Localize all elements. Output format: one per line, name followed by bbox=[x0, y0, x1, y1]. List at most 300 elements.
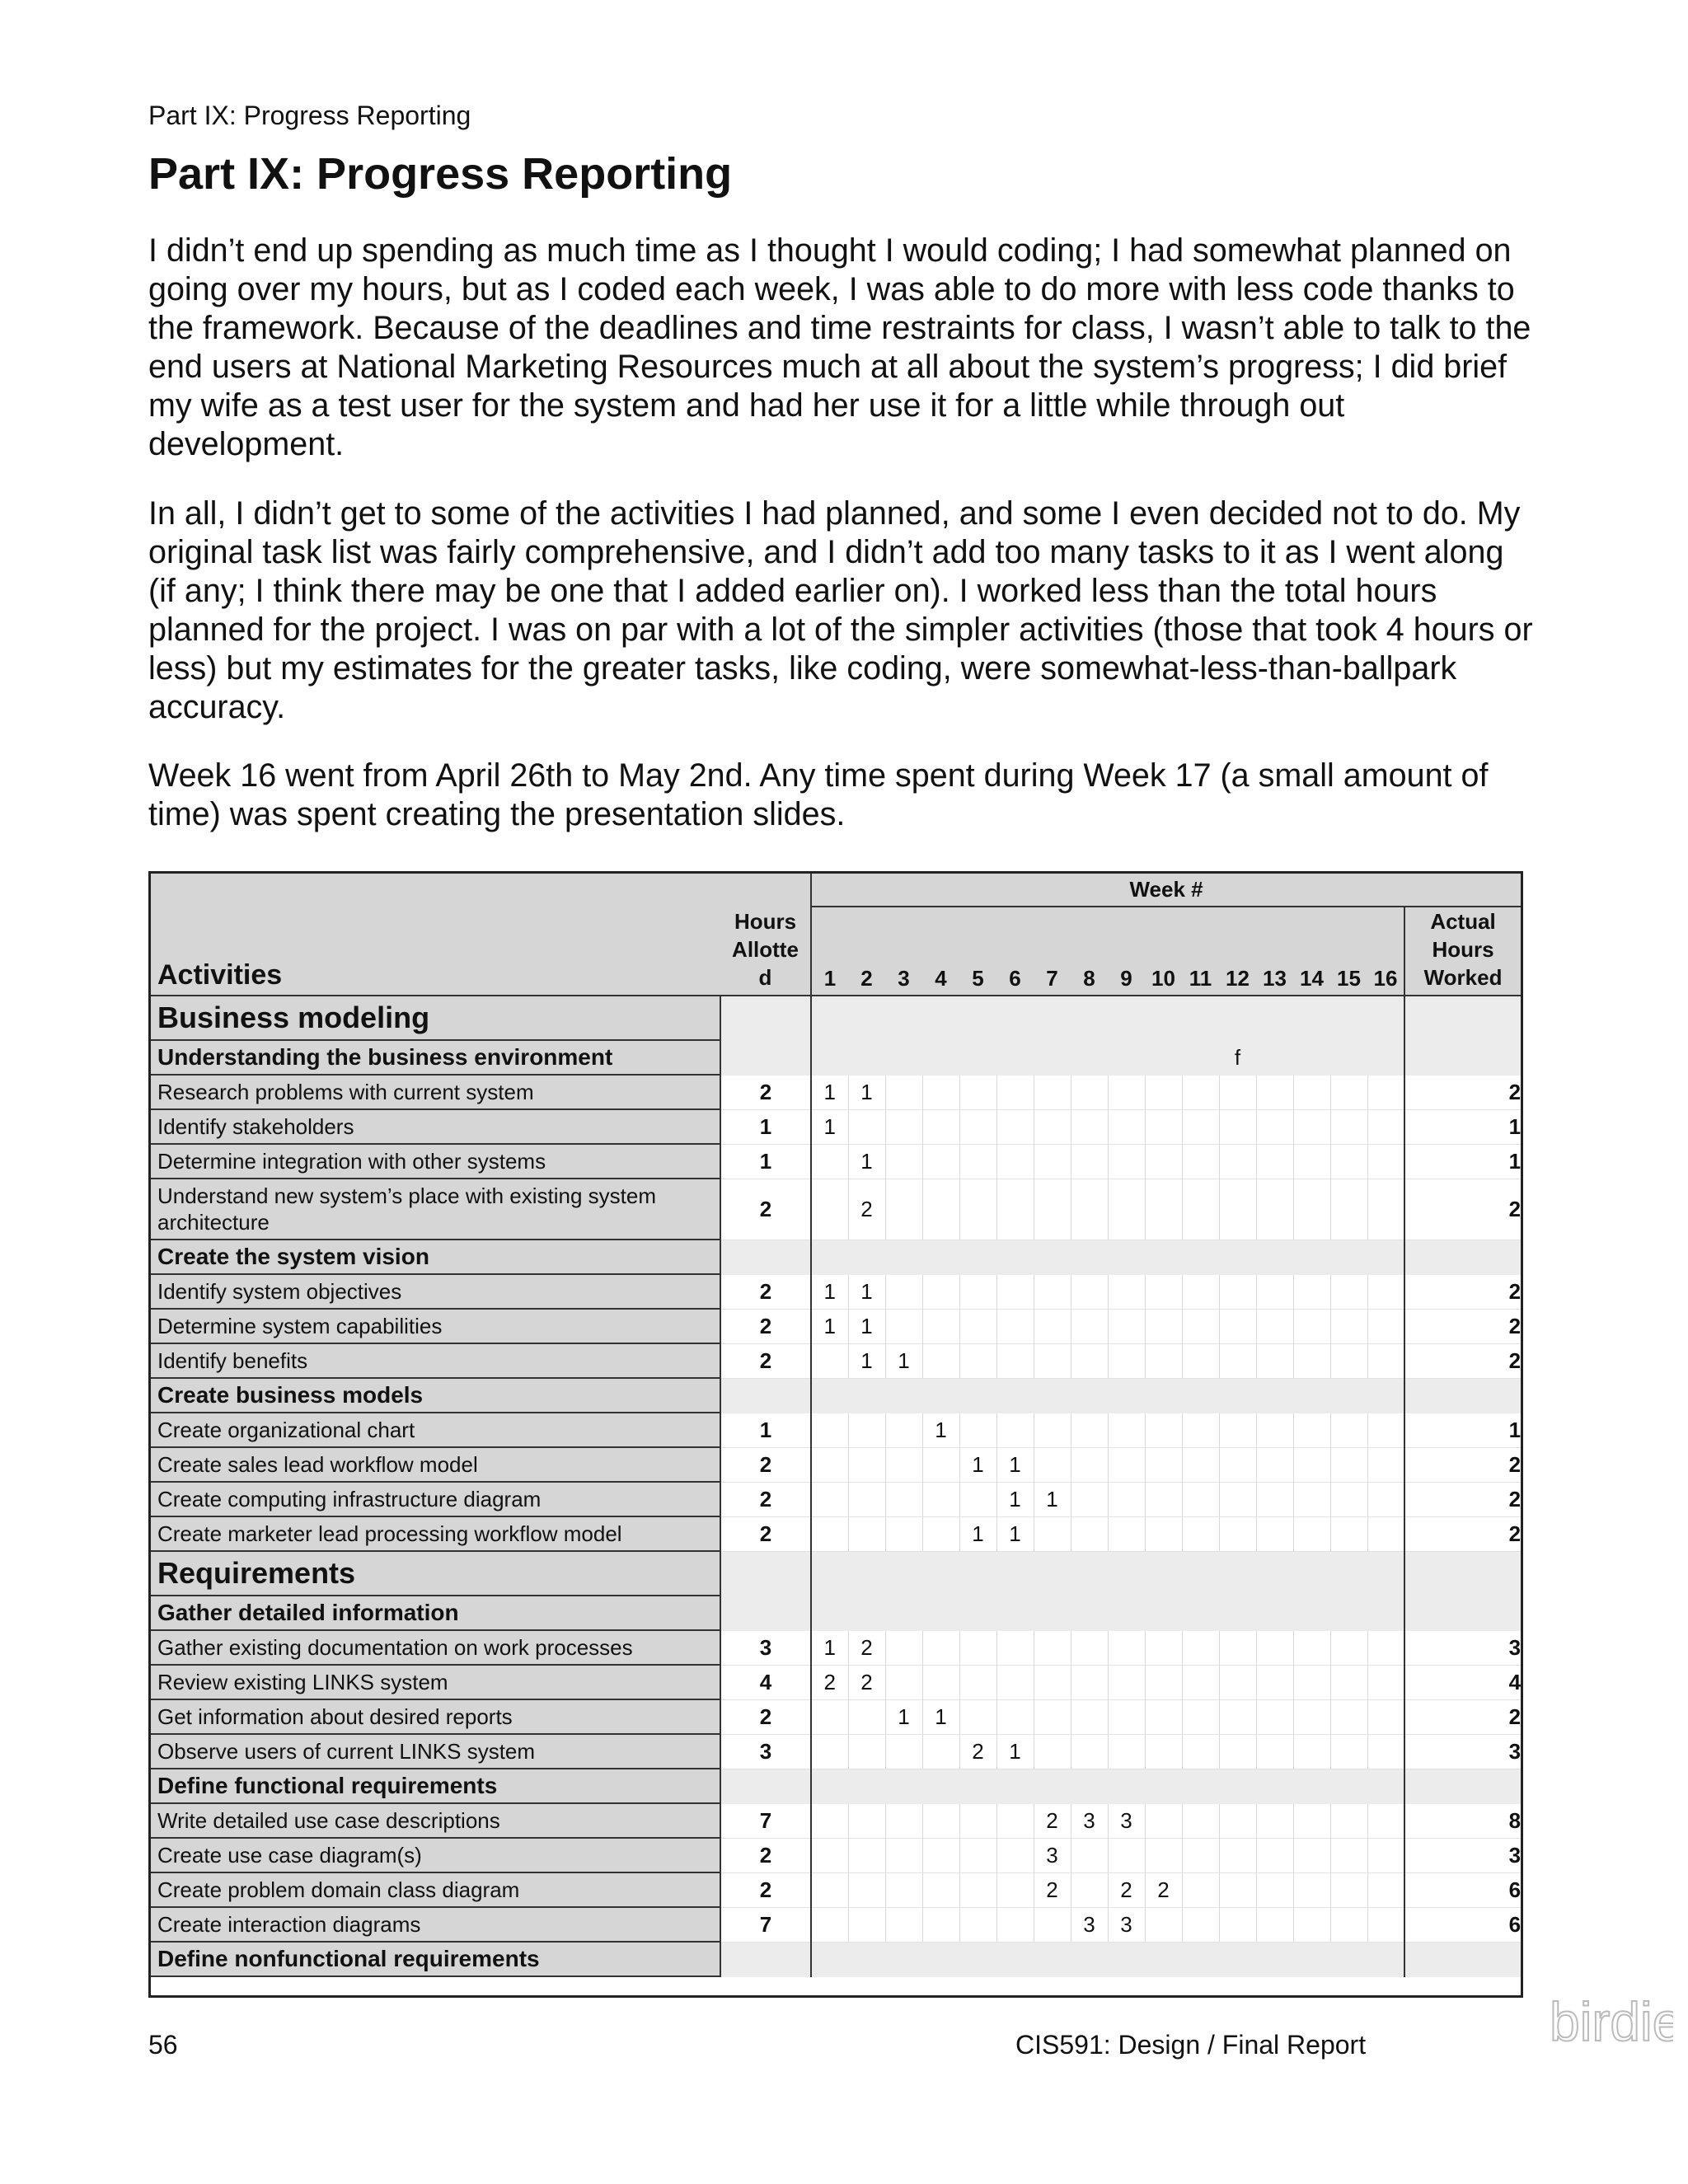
week-12-hours bbox=[1219, 1378, 1256, 1413]
category-name: Business modeling bbox=[151, 996, 720, 1040]
week-12-hours bbox=[1219, 1075, 1256, 1109]
actual-hours-worked: 3 bbox=[1404, 1838, 1521, 1872]
activity-name: Understand new system’s place with existing system architecture bbox=[151, 1179, 720, 1240]
header-hours-allotted bbox=[720, 874, 811, 996]
activity-name: Determine integration with other systems bbox=[151, 1144, 720, 1179]
week-8-hours bbox=[1071, 1144, 1108, 1179]
table-row bbox=[151, 1872, 1521, 1907]
week-2-hours bbox=[848, 1240, 885, 1274]
week-9-hours bbox=[1108, 1240, 1145, 1274]
week-3-hours bbox=[885, 1551, 922, 1596]
activity-name: Identify benefits bbox=[151, 1343, 720, 1378]
birdie-logo bbox=[1550, 1993, 1673, 2055]
logo-wordmark: birdie bbox=[1550, 1993, 1673, 2050]
week-2-hours bbox=[848, 1907, 885, 1942]
running-header: Part IX: Progress Reporting bbox=[148, 101, 471, 130]
week-6-hours bbox=[996, 1942, 1034, 1976]
week-11-hours bbox=[1182, 1447, 1219, 1482]
week-5-hours bbox=[959, 1274, 996, 1309]
week-4-hours bbox=[922, 1734, 959, 1769]
week-11-hours bbox=[1182, 1413, 1219, 1447]
category-row bbox=[151, 1551, 1521, 1596]
page-title: Part IX: Progress Reporting bbox=[148, 149, 733, 199]
subcategory-row bbox=[151, 1240, 1521, 1274]
week-15-hours bbox=[1330, 1734, 1367, 1769]
week-9-hours bbox=[1108, 1516, 1145, 1551]
week-2-hours bbox=[848, 1447, 885, 1482]
week-13-hours bbox=[1256, 1665, 1293, 1699]
week-7-hours: 2 bbox=[1034, 1872, 1071, 1907]
subcategory-row bbox=[151, 1769, 1521, 1803]
week-9-hours: 3 bbox=[1108, 1907, 1145, 1942]
week-15-hours bbox=[1330, 1075, 1367, 1109]
week-1-hours bbox=[811, 1907, 848, 1942]
week-8-hours bbox=[1071, 1838, 1108, 1872]
week-6-hours bbox=[996, 1309, 1034, 1343]
week-4-hours bbox=[922, 1274, 959, 1309]
week-3-hours bbox=[885, 1872, 922, 1907]
week-4-hours bbox=[922, 1040, 959, 1075]
week-11-hours bbox=[1182, 1240, 1219, 1274]
week-13-hours bbox=[1256, 1144, 1293, 1179]
week-5-hours bbox=[959, 1482, 996, 1516]
week-15-hours bbox=[1330, 1942, 1367, 1976]
week-15-hours bbox=[1330, 1413, 1367, 1447]
actual-hours-worked: 1 bbox=[1404, 1413, 1521, 1447]
week-12-hours bbox=[1219, 1109, 1256, 1144]
week-11-hours bbox=[1182, 1179, 1219, 1240]
week-12-hours bbox=[1219, 1699, 1256, 1734]
week-16-hours bbox=[1367, 1240, 1404, 1274]
week-8-hours bbox=[1071, 1240, 1108, 1274]
week-8-hours bbox=[1071, 1413, 1108, 1447]
activity-name: Create sales lead workflow model bbox=[151, 1447, 720, 1482]
week-number-4: 4 bbox=[922, 907, 959, 996]
week-12-hours bbox=[1219, 1838, 1256, 1872]
header-actual-line-3: Worked bbox=[1423, 965, 1503, 990]
week-9-hours bbox=[1108, 1447, 1145, 1482]
hours-allotted: 3 bbox=[720, 1630, 811, 1665]
actual-hours-worked bbox=[1404, 996, 1521, 1040]
week-5-hours bbox=[959, 1551, 996, 1596]
week-16-hours bbox=[1367, 1734, 1404, 1769]
actual-hours-worked: 3 bbox=[1404, 1734, 1521, 1769]
week-3-hours bbox=[885, 1734, 922, 1769]
week-5-hours bbox=[959, 1838, 996, 1872]
actual-hours-worked: 2 bbox=[1404, 1516, 1521, 1551]
week-10-hours bbox=[1145, 996, 1182, 1040]
table-row bbox=[151, 1179, 1521, 1240]
week-12-hours bbox=[1219, 1309, 1256, 1343]
activity-name: Identify system objectives bbox=[151, 1274, 720, 1309]
week-4-hours bbox=[922, 1482, 959, 1516]
week-5-hours bbox=[959, 1040, 996, 1075]
week-7-hours bbox=[1034, 1447, 1071, 1482]
week-7-hours bbox=[1034, 1665, 1071, 1699]
week-number-16: 16 bbox=[1367, 907, 1404, 996]
week-16-hours bbox=[1367, 1838, 1404, 1872]
week-3-hours bbox=[885, 1040, 922, 1075]
activity-name: Create marketer lead processing workflow model bbox=[151, 1516, 720, 1551]
week-14-hours bbox=[1293, 1109, 1330, 1144]
week-6-hours bbox=[996, 1769, 1034, 1803]
week-3-hours bbox=[885, 1482, 922, 1516]
week-5-hours: 1 bbox=[959, 1447, 996, 1482]
hours-allotted: 2 bbox=[720, 1482, 811, 1516]
actual-hours-worked: 2 bbox=[1404, 1482, 1521, 1516]
week-4-hours bbox=[922, 1075, 959, 1109]
week-8-hours bbox=[1071, 1630, 1108, 1665]
subcategory-name: Create the system vision bbox=[151, 1240, 720, 1274]
week-12-hours bbox=[1219, 1551, 1256, 1596]
hours-allotted bbox=[720, 1551, 811, 1596]
week-5-hours bbox=[959, 1309, 996, 1343]
week-9-hours bbox=[1108, 1378, 1145, 1413]
week-9-hours bbox=[1108, 1734, 1145, 1769]
week-9-hours: 3 bbox=[1108, 1803, 1145, 1838]
week-14-hours bbox=[1293, 1240, 1330, 1274]
week-10-hours bbox=[1145, 1942, 1182, 1976]
week-6-hours: 1 bbox=[996, 1482, 1034, 1516]
week-16-hours bbox=[1367, 1699, 1404, 1734]
week-3-hours bbox=[885, 1309, 922, 1343]
table-row bbox=[151, 1734, 1521, 1769]
week-6-hours bbox=[996, 1343, 1034, 1378]
week-5-hours bbox=[959, 1413, 996, 1447]
week-2-hours bbox=[848, 1413, 885, 1447]
week-2-hours bbox=[848, 1482, 885, 1516]
table-row bbox=[151, 1343, 1521, 1378]
week-2-hours: 2 bbox=[848, 1665, 885, 1699]
week-4-hours bbox=[922, 1179, 959, 1240]
week-14-hours bbox=[1293, 1413, 1330, 1447]
week-12-hours bbox=[1219, 1907, 1256, 1942]
table-row bbox=[151, 1907, 1521, 1942]
schedule-grid bbox=[151, 874, 1521, 1977]
week-13-hours bbox=[1256, 1040, 1293, 1075]
week-3-hours bbox=[885, 1109, 922, 1144]
subcategory-row bbox=[151, 1942, 1521, 1976]
week-8-hours bbox=[1071, 1274, 1108, 1309]
week-1-hours bbox=[811, 1482, 848, 1516]
week-number-8: 8 bbox=[1071, 907, 1108, 996]
week-9-hours bbox=[1108, 1630, 1145, 1665]
week-number-6: 6 bbox=[996, 907, 1034, 996]
week-14-hours bbox=[1293, 1907, 1330, 1942]
week-13-hours bbox=[1256, 1413, 1293, 1447]
actual-hours-worked: 2 bbox=[1404, 1343, 1521, 1378]
week-10-hours bbox=[1145, 1144, 1182, 1179]
week-4-hours bbox=[922, 1872, 959, 1907]
week-6-hours bbox=[996, 1838, 1034, 1872]
week-7-hours bbox=[1034, 1378, 1071, 1413]
week-15-hours bbox=[1330, 1179, 1367, 1240]
hours-allotted: 2 bbox=[720, 1447, 811, 1482]
week-16-hours bbox=[1367, 1630, 1404, 1665]
paragraph-3: Week 16 went from April 26th to May 2nd. Any time spent during Week 17 (a small amount of time) was spent creating the presentation slides. bbox=[148, 757, 1489, 832]
subcategory-name: Define nonfunctional requirements bbox=[151, 1942, 720, 1976]
week-5-hours bbox=[959, 1630, 996, 1665]
schedule-table bbox=[148, 871, 1523, 1998]
week-9-hours bbox=[1108, 1309, 1145, 1343]
week-12-hours bbox=[1219, 1872, 1256, 1907]
week-14-hours bbox=[1293, 1447, 1330, 1482]
week-16-hours bbox=[1367, 1274, 1404, 1309]
week-1-hours bbox=[811, 1179, 848, 1240]
header-hours-line-3: d bbox=[758, 965, 772, 990]
week-8-hours bbox=[1071, 1551, 1108, 1596]
week-15-hours bbox=[1330, 996, 1367, 1040]
week-13-hours bbox=[1256, 1482, 1293, 1516]
week-16-hours bbox=[1367, 1179, 1404, 1240]
week-3-hours: 1 bbox=[885, 1343, 922, 1378]
paragraph-2: In all, I didn’t get to some of the activities I had planned, and some I even decided not to do. My original task list was fairly comprehensive, and I didn’t add too many tasks to it as I went along (if any; I think there may be one that I added earlier on). I worked less than the total hours planned for the project. I was on par with a lot of the simpler activities (those that took 4 hours or less) but my estimates for the greater tasks, like coding, were somewhat-less-than-ballpark accuracy. bbox=[148, 495, 1533, 725]
week-3-hours bbox=[885, 1596, 922, 1630]
week-11-hours bbox=[1182, 1516, 1219, 1551]
week-13-hours bbox=[1256, 1596, 1293, 1630]
week-6-hours bbox=[996, 1109, 1034, 1144]
week-1-hours bbox=[811, 1699, 848, 1734]
week-4-hours: 1 bbox=[922, 1413, 959, 1447]
hours-allotted bbox=[720, 996, 811, 1040]
week-11-hours bbox=[1182, 1838, 1219, 1872]
week-13-hours bbox=[1256, 1907, 1293, 1942]
hours-allotted: 7 bbox=[720, 1803, 811, 1838]
week-13-hours bbox=[1256, 1551, 1293, 1596]
week-14-hours bbox=[1293, 1769, 1330, 1803]
header-actual-hours bbox=[1404, 907, 1521, 996]
week-13-hours bbox=[1256, 1942, 1293, 1976]
week-8-hours bbox=[1071, 1872, 1108, 1907]
table-row bbox=[151, 1630, 1521, 1665]
activity-name: Get information about desired reports bbox=[151, 1699, 720, 1734]
week-7-hours bbox=[1034, 1734, 1071, 1769]
week-8-hours bbox=[1071, 1769, 1108, 1803]
week-15-hours bbox=[1330, 1551, 1367, 1596]
week-16-hours bbox=[1367, 1872, 1404, 1907]
week-7-hours bbox=[1034, 1144, 1071, 1179]
week-10-hours bbox=[1145, 1803, 1182, 1838]
week-3-hours bbox=[885, 1769, 922, 1803]
week-10-hours bbox=[1145, 1343, 1182, 1378]
week-2-hours bbox=[848, 1596, 885, 1630]
week-7-hours bbox=[1034, 1551, 1071, 1596]
week-2-hours bbox=[848, 1872, 885, 1907]
week-7-hours bbox=[1034, 1274, 1071, 1309]
week-14-hours bbox=[1293, 1734, 1330, 1769]
hours-allotted bbox=[720, 1378, 811, 1413]
week-12-hours bbox=[1219, 1734, 1256, 1769]
week-6-hours: 1 bbox=[996, 1516, 1034, 1551]
actual-hours-worked bbox=[1404, 1942, 1521, 1976]
week-14-hours bbox=[1293, 1075, 1330, 1109]
hours-allotted bbox=[720, 1942, 811, 1976]
hours-allotted: 2 bbox=[720, 1872, 811, 1907]
subcategory-row bbox=[151, 1378, 1521, 1413]
week-6-hours bbox=[996, 1699, 1034, 1734]
week-4-hours: 1 bbox=[922, 1699, 959, 1734]
week-3-hours bbox=[885, 1838, 922, 1872]
week-11-hours bbox=[1182, 1109, 1219, 1144]
activity-name: Observe users of current LINKS system bbox=[151, 1734, 720, 1769]
week-12-hours bbox=[1219, 1596, 1256, 1630]
week-8-hours bbox=[1071, 1343, 1108, 1378]
week-5-hours bbox=[959, 996, 996, 1040]
week-6-hours bbox=[996, 1803, 1034, 1838]
week-14-hours bbox=[1293, 1665, 1330, 1699]
activity-name: Create interaction diagrams bbox=[151, 1907, 720, 1942]
table-row bbox=[151, 1413, 1521, 1447]
week-4-hours bbox=[922, 1630, 959, 1665]
week-6-hours: 1 bbox=[996, 1734, 1034, 1769]
hours-allotted: 2 bbox=[720, 1179, 811, 1240]
week-15-hours bbox=[1330, 1040, 1367, 1075]
week-7-hours bbox=[1034, 1630, 1071, 1665]
week-10-hours bbox=[1145, 1109, 1182, 1144]
week-4-hours bbox=[922, 1769, 959, 1803]
week-16-hours bbox=[1367, 1040, 1404, 1075]
birdie-logo-mark bbox=[1550, 1993, 1673, 2050]
week-6-hours bbox=[996, 1413, 1034, 1447]
week-3-hours bbox=[885, 1378, 922, 1413]
hours-allotted: 2 bbox=[720, 1699, 811, 1734]
actual-hours-worked: 2 bbox=[1404, 1274, 1521, 1309]
week-6-hours bbox=[996, 1665, 1034, 1699]
week-16-hours bbox=[1367, 1803, 1404, 1838]
week-16-hours bbox=[1367, 1942, 1404, 1976]
week-5-hours bbox=[959, 1872, 996, 1907]
week-16-hours bbox=[1367, 1769, 1404, 1803]
activity-name: Create problem domain class diagram bbox=[151, 1872, 720, 1907]
week-5-hours bbox=[959, 1240, 996, 1274]
week-4-hours bbox=[922, 996, 959, 1040]
week-2-hours bbox=[848, 1942, 885, 1976]
week-5-hours bbox=[959, 1075, 996, 1109]
table-row bbox=[151, 1516, 1521, 1551]
week-3-hours bbox=[885, 996, 922, 1040]
week-10-hours bbox=[1145, 1516, 1182, 1551]
week-number-12: 12 bbox=[1219, 907, 1256, 996]
week-4-hours bbox=[922, 1551, 959, 1596]
week-2-hours bbox=[848, 1699, 885, 1734]
week-14-hours bbox=[1293, 1144, 1330, 1179]
activity-name: Create organizational chart bbox=[151, 1413, 720, 1447]
week-number-13: 13 bbox=[1256, 907, 1293, 996]
week-6-hours bbox=[996, 1274, 1034, 1309]
week-13-hours bbox=[1256, 1378, 1293, 1413]
week-1-hours: 1 bbox=[811, 1109, 848, 1144]
week-9-hours bbox=[1108, 1665, 1145, 1699]
week-1-hours bbox=[811, 1872, 848, 1907]
week-1-hours: 1 bbox=[811, 1274, 848, 1309]
week-15-hours bbox=[1330, 1665, 1367, 1699]
week-14-hours bbox=[1293, 1179, 1330, 1240]
actual-hours-worked: 3 bbox=[1404, 1630, 1521, 1665]
week-1-hours bbox=[811, 1803, 848, 1838]
week-15-hours bbox=[1330, 1803, 1367, 1838]
week-10-hours: 2 bbox=[1145, 1872, 1182, 1907]
week-4-hours bbox=[922, 1516, 959, 1551]
week-7-hours bbox=[1034, 1240, 1071, 1274]
week-13-hours bbox=[1256, 1309, 1293, 1343]
activity-name: Create use case diagram(s) bbox=[151, 1838, 720, 1872]
week-1-hours bbox=[811, 1144, 848, 1179]
week-14-hours bbox=[1293, 1482, 1330, 1516]
page-number: 56 bbox=[148, 2030, 178, 2060]
week-13-hours bbox=[1256, 1872, 1293, 1907]
table-row bbox=[151, 1699, 1521, 1734]
activity-name: Gather existing documentation on work processes bbox=[151, 1630, 720, 1665]
week-2-hours bbox=[848, 1734, 885, 1769]
week-2-hours: 1 bbox=[848, 1274, 885, 1309]
week-5-hours bbox=[959, 1803, 996, 1838]
week-1-hours bbox=[811, 1240, 848, 1274]
actual-hours-worked bbox=[1404, 1240, 1521, 1274]
week-13-hours bbox=[1256, 1803, 1293, 1838]
week-1-hours: 2 bbox=[811, 1665, 848, 1699]
week-12-hours bbox=[1219, 1343, 1256, 1378]
week-6-hours bbox=[996, 1551, 1034, 1596]
week-2-hours bbox=[848, 1838, 885, 1872]
week-10-hours bbox=[1145, 1734, 1182, 1769]
week-15-hours bbox=[1330, 1838, 1367, 1872]
week-8-hours bbox=[1071, 1516, 1108, 1551]
week-15-hours bbox=[1330, 1907, 1367, 1942]
header-actual-line-2: Hours bbox=[1432, 937, 1494, 962]
week-10-hours bbox=[1145, 1378, 1182, 1413]
activity-name: Create computing infrastructure diagram bbox=[151, 1482, 720, 1516]
table-row bbox=[151, 1838, 1521, 1872]
actual-hours-worked: 1 bbox=[1404, 1109, 1521, 1144]
week-6-hours bbox=[996, 1872, 1034, 1907]
week-8-hours bbox=[1071, 1665, 1108, 1699]
activity-name: Review existing LINKS system bbox=[151, 1665, 720, 1699]
actual-hours-worked bbox=[1404, 1596, 1521, 1630]
week-9-hours bbox=[1108, 1274, 1145, 1309]
hours-allotted: 3 bbox=[720, 1734, 811, 1769]
week-5-hours bbox=[959, 1907, 996, 1942]
week-13-hours bbox=[1256, 1734, 1293, 1769]
subcategory-row bbox=[151, 1596, 1521, 1630]
week-8-hours bbox=[1071, 1482, 1108, 1516]
hours-allotted: 2 bbox=[720, 1516, 811, 1551]
week-4-hours bbox=[922, 1907, 959, 1942]
week-7-hours bbox=[1034, 1596, 1071, 1630]
activity-name: Determine system capabilities bbox=[151, 1309, 720, 1343]
week-10-hours bbox=[1145, 1482, 1182, 1516]
week-11-hours bbox=[1182, 1596, 1219, 1630]
week-15-hours bbox=[1330, 1309, 1367, 1343]
actual-hours-worked: 4 bbox=[1404, 1665, 1521, 1699]
subcategory-name: Gather detailed information bbox=[151, 1596, 720, 1630]
week-6-hours bbox=[996, 1040, 1034, 1075]
week-9-hours bbox=[1108, 1413, 1145, 1447]
week-number-15: 15 bbox=[1330, 907, 1367, 996]
week-8-hours bbox=[1071, 1942, 1108, 1976]
week-2-hours bbox=[848, 1803, 885, 1838]
week-14-hours bbox=[1293, 1343, 1330, 1378]
week-8-hours bbox=[1071, 1734, 1108, 1769]
week-16-hours bbox=[1367, 1907, 1404, 1942]
week-5-hours bbox=[959, 1699, 996, 1734]
week-1-hours bbox=[811, 1551, 848, 1596]
week-7-hours bbox=[1034, 1942, 1071, 1976]
actual-hours-worked bbox=[1404, 1040, 1521, 1075]
week-11-hours bbox=[1182, 1144, 1219, 1179]
week-5-hours bbox=[959, 1596, 996, 1630]
week-15-hours bbox=[1330, 1872, 1367, 1907]
week-8-hours bbox=[1071, 1309, 1108, 1343]
